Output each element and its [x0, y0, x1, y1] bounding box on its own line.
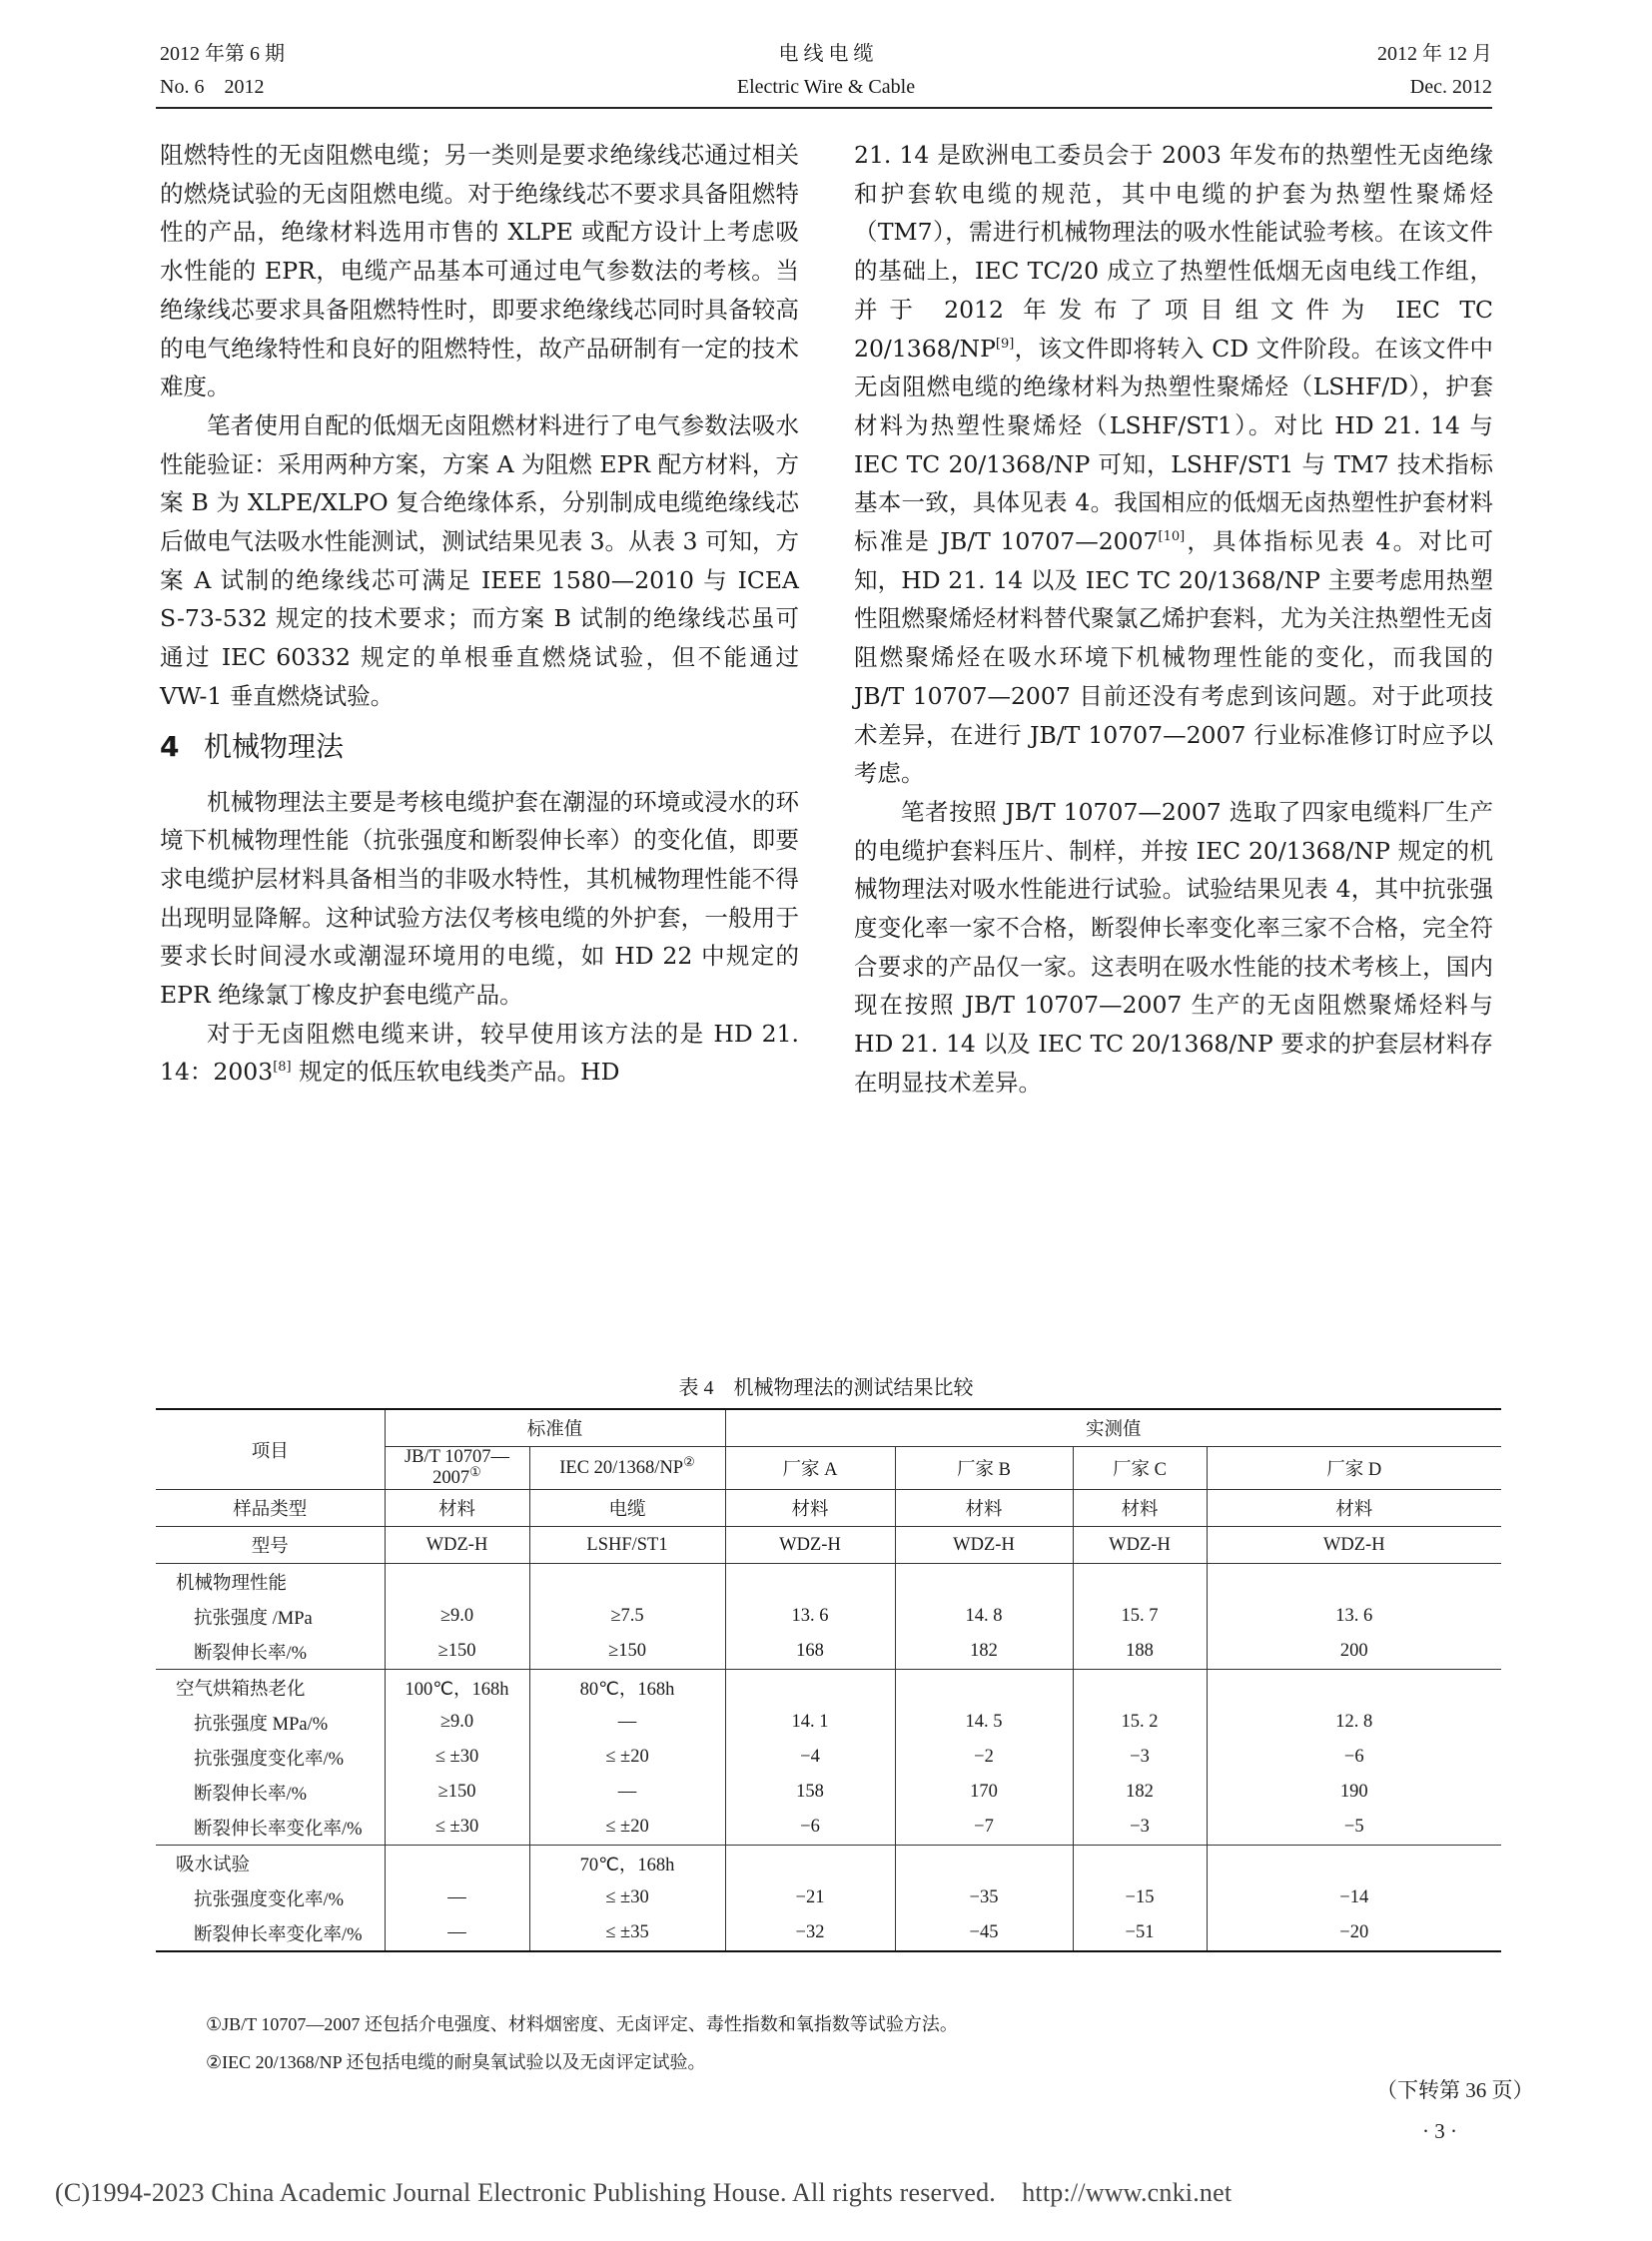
text-run: 对于无卤阻燃电缆来讲，较早使用该方法的是 HD 21. 14：2003 [160, 1019, 799, 1087]
section-heading [160, 727, 799, 767]
table-caption: 表 4 机械物理法的测试结果比较 [678, 1377, 974, 1399]
header-factory-d: 厂家 D [1207, 1447, 1501, 1490]
continued-note: （下转第 36 页） [1376, 2078, 1534, 2102]
header-factory-b: 厂家 B [895, 1447, 1073, 1490]
text-run: ，该文件即将转入 CD 文件阶段。在该文件中无卤阻燃电缆的绝缘材料为热塑性聚烯烃（LSHF/D），护套材料为热塑性聚烯烃（LSHF/ST1）。对比 HD 21. 14 与 IEC TC 20/1368/NP 可知，LSHF/ST1 与 TM7 技术指标基本一致，具体见表 4。我国相应的低烟无卤热塑性护套材料标准是 JB/T 10707—2007 [854, 334, 1493, 556]
left-column [160, 136, 799, 1092]
header-date [1377, 38, 1492, 104]
group-title: 吸水试验 [156, 1846, 385, 1881]
results-table [156, 1408, 1501, 1952]
header-journal-cn: 电 线 电 缆 [778, 43, 874, 65]
header-measured: 实测值 [725, 1409, 1501, 1447]
header-journal-en: Electric Wire & Cable [736, 76, 916, 98]
group-title: 空气烘箱热老化 [156, 1670, 385, 1706]
table-note: ②IEC 20/1368/NP 还包括电缆的耐臭氧试验以及无卤评定试验。 [206, 2052, 706, 2072]
header-std1: JB/T 10707—2007① [385, 1447, 529, 1490]
text-run: ，具体指标见表 4。对比可知，HD 21. 14 以及 IEC TC 20/1368/NP 主要考虑用热塑性阻燃聚烯烃材料替代聚氯乙烯护套料，尤为关注热塑性无卤阻燃聚烯烃在吸水环境下机械物理性能的变化，而我国的 JB/T 10707—2007 目前还没有考虑到该问题。对于此项技术差异，在进行 JB/T 10707—2007 行业标准修订时应予以考虑。 [854, 527, 1493, 788]
header-date-cn: 2012 年 12 月 [1377, 43, 1492, 65]
header-journal [160, 38, 1492, 104]
table-group-row [156, 1564, 1501, 1600]
table-row: 断裂伸长率/% ≥150 ≥150 168 182 188 200 [156, 1634, 1501, 1670]
table-row: 抗张强度变化率/% ≤ ±30 ≤ ±20 −4 −2 −3 −6 [156, 1740, 1501, 1775]
copyright-footer: (C)1994-2023 China Academic Journal Electronic Publishing House. All rights reserved. http://www.cnki.net [55, 2178, 1233, 2207]
table-row: 抗张强度 /MPa ≥9.0 ≥7.5 13. 6 14. 8 15. 7 13. 6 [156, 1599, 1501, 1634]
table-group-row: 吸水试验 70℃，168h [156, 1846, 1501, 1881]
table-row: 断裂伸长率变化率/% ≤ ±30 ≤ ±20 −6 −7 −3 −5 [156, 1810, 1501, 1846]
header-rule [156, 107, 1492, 109]
group-title: 机械物理性能 [176, 1573, 288, 1594]
table-group-row: 空气烘箱热老化 100℃，168h 80℃，168h [156, 1670, 1501, 1706]
header-issue-cn: 2012 年第 6 期 [160, 43, 285, 65]
table-row: 型号 WDZ-H LSHF/ST1 WDZ-H WDZ-H WDZ-H WDZ-H [156, 1527, 1501, 1564]
right-column [854, 136, 1493, 1103]
table-note: ①JB/T 10707—2007 还包括介电强度、材料烟密度、无卤评定、毒性指数和氧指数等试验方法。 [206, 2014, 958, 2034]
header-factory-a: 厂家 A [725, 1447, 895, 1490]
section-number: 4 [160, 729, 180, 763]
table-row: 抗张强度变化率/% — ≤ ±30 −21 −35 −15 −14 [156, 1880, 1501, 1915]
table-row: 断裂伸长率变化率/% — ≤ ±35 −32 −45 −51 −20 [156, 1915, 1501, 1951]
body-paragraph [854, 136, 1493, 793]
body-paragraph: 机械物理法主要是考核电缆护套在潮湿的环境或浸水的环境下机械物理性能（抗张强度和断裂伸长率）的变化值，即要求电缆护层材料具备相当的非吸水特性，其机械物理性能不得出现明显降解。这种试验方法仅考核电缆的外护套，一般用于要求长时间浸水或潮湿环境用的电缆，如 HD 22 中规定的 EPR 绝缘氯丁橡皮护套电缆产品。 [160, 787, 799, 1010]
section-title: 机械物理法 [204, 729, 345, 763]
page-number: · 3 · [1422, 2119, 1457, 2143]
body-paragraph: 笔者使用自配的低烟无卤阻燃材料进行了电气参数法吸水性能验证：采用两种方案，方案 A 为阻燃 EPR 配方材料，方案 B 为 XLPE/XLPO 复合绝缘体系，分别制成电缆绝缘线芯后做电气法吸水性能测试，测试结果见表 3。从表 3 可知，方案 A 试制的绝缘线芯可满足 IEEE 1580—2010 与 ICEA S-73-532 规定的技术要求；而方案 B 试制的绝缘线芯虽可通过 IEC 60332 规定的单根垂直燃烧试验，但不能通过 VW-1 垂直燃烧试验。 [160, 410, 799, 710]
header-item: 项目 [156, 1409, 385, 1490]
header-date-en: Dec. 2012 [1409, 76, 1492, 98]
header-std2: IEC 20/1368/NP② [529, 1447, 725, 1490]
text-run: 21. 14 是欧洲电工委员会于 2003 年发布的热塑性无卤绝缘和护套软电缆的规范，其中电缆的护套为热塑性聚烯烃（TM7），需进行机械物理法的吸水性能试验考核。在该文件的基础上，IEC TC/20 成立了热塑性低烟无卤电线工作组，并于 2012 年发布了项目组文件为 IEC TC 20/1368/NP [854, 141, 1493, 363]
body-paragraph [160, 1015, 799, 1092]
body-paragraph: 阻燃特性的无卤阻燃电缆；另一类则是要求绝缘线芯通过相关的燃烧试验的无卤阻燃电缆。对于绝缘线芯不要求具备阻燃特性的产品，绝缘材料选用市售的 XLPE 或配方设计上考虑吸水性能的 EPR，电缆产品基本可通过电气参数法的考核。当绝缘线芯要求具备阻燃特性时，即要求绝缘线芯同时具备较高的电气绝缘特性和良好的阻燃特性，故产品研制有一定的技术难度。 [160, 141, 799, 401]
body-paragraph: 笔者按照 JB/T 10707—2007 选取了四家电缆料厂生产的电缆护套料压片、制样，并按 IEC 20/1368/NP 规定的机械物理法对吸水性能进行试验。试验结果见表 4，其中抗张强度变化率一家不合格，断裂伸长率变化率三家不合格，完全符合要求的产品仅一家。这表明在吸水性能的技术考核上，国内现在按照 JB/T 10707—2007 生产的无卤阻燃聚烯烃料与 HD 21. 14 以及 IEC TC 20/1368/NP 要求的护套层材料存在明显技术差异。 [854, 797, 1493, 1097]
table-row: 抗张强度 MPa/% ≥9.0 — 14. 1 14. 5 15. 2 12. 8 [156, 1705, 1501, 1740]
running-header [160, 38, 1492, 108]
header-issue-en: No. 6 2012 [160, 76, 265, 98]
table-notes [206, 2005, 958, 2081]
header-factory-c: 厂家 C [1073, 1447, 1207, 1490]
table-row: 样品类型 材料 电缆 材料 材料 材料 材料 [156, 1490, 1501, 1527]
citation-ref: [10] [1158, 529, 1186, 545]
header-standard: 标准值 [385, 1409, 725, 1447]
table-row: 断裂伸长率/% ≥150 — 158 170 182 190 [156, 1775, 1501, 1810]
citation-ref: [8] [273, 1060, 292, 1076]
citation-ref: [9] [995, 336, 1015, 352]
text-run: 规定的低压软电线类产品。HD [291, 1058, 620, 1087]
